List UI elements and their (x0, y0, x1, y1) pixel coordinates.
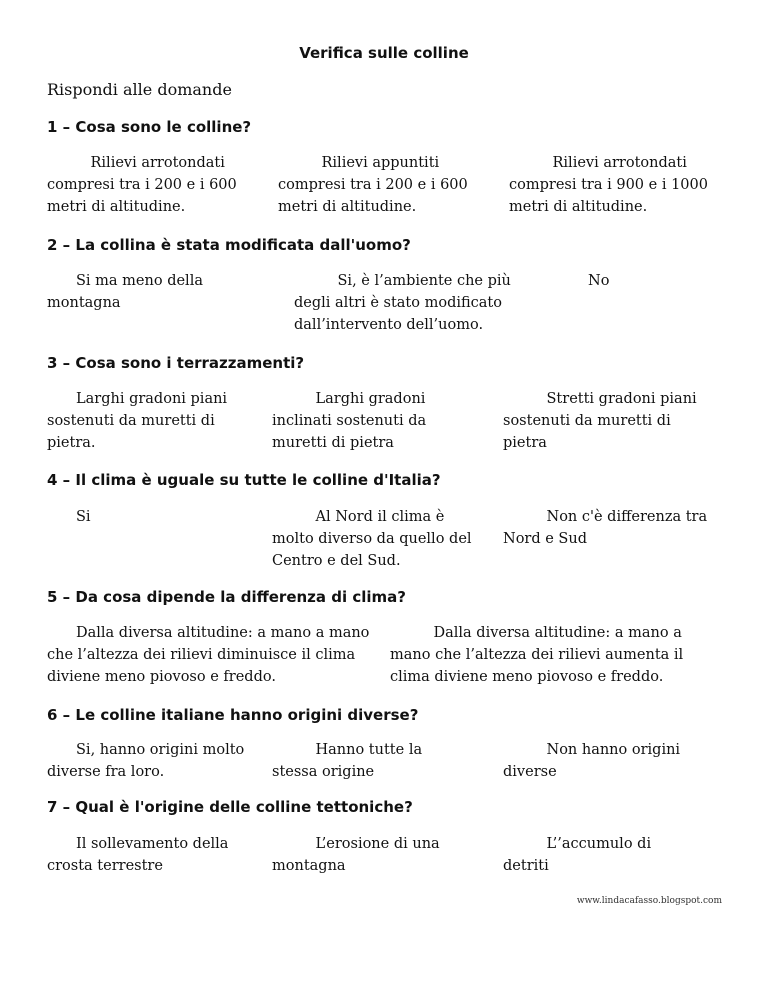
answer-option[interactable]: Dalla diversa altitudine: a mano a mano che l’altezza dei rilievi aumenta il clima diviene meno piovoso e freddo. (390, 625, 684, 685)
answer-option[interactable]: L’erosione di una montagna (272, 836, 440, 874)
answer-option[interactable]: Si ma meno della montagna (47, 273, 203, 311)
answer-option[interactable]: L’’accumulo di detriti (503, 836, 652, 874)
answer-option[interactable]: Si, hanno origini molto diverse fra loro. (47, 742, 245, 780)
answer-option[interactable]: Stretti gradoni piani sostenuti da muretti di pietra (503, 391, 697, 451)
question-7: 7 – Qual è l'origine delle colline tettoniche? (47, 798, 413, 816)
answer-option[interactable]: Si, è l’ambiente che più degli altri è stato modificato dall’intervento dell’uomo. (294, 273, 511, 333)
question-6: 6 – Le colline italiane hanno origini diverse? (47, 706, 419, 724)
question-1: 1 – Cosa sono le colline? (47, 118, 252, 136)
answer-option[interactable]: Al Nord il clima è molto diverso da quello del Centro e del Sud. (272, 509, 472, 569)
instructions: Rispondi alle domande (47, 80, 232, 99)
question-5: 5 – Da cosa dipende la differenza di clima? (47, 588, 406, 606)
answer-option[interactable]: Rilievi appuntiti compresi tra i 200 e i 600 metri di altitudine. (278, 155, 468, 215)
answer-option[interactable]: Il sollevamento della crosta terrestre (47, 836, 229, 874)
answer-option[interactable]: Si (76, 509, 91, 525)
question-4: 4 – Il clima è uguale su tutte le colline d'Italia? (47, 471, 441, 489)
answer-option[interactable]: Dalla diversa altitudine: a mano a mano che l’altezza dei rilievi diminuisce il clima diviene meno piovoso e freddo. (47, 625, 370, 685)
question-3: 3 – Cosa sono i terrazzamenti? (47, 354, 305, 372)
answer-option[interactable]: Rilievi arrotondati compresi tra i 200 e i 600 metri di altitudine. (47, 155, 237, 215)
question-2: 2 – La collina è stata modificata dall'uomo? (47, 236, 411, 254)
answer-option[interactable]: Rilievi arrotondati compresi tra i 900 e i 1000 metri di altitudine. (509, 155, 708, 215)
answer-option[interactable]: Larghi gradoni inclinati sostenuti da muretti di pietra (272, 391, 427, 451)
page-title: Verifica sulle colline (299, 44, 469, 62)
answer-option[interactable]: Hanno tutte la stessa origine (272, 742, 423, 780)
answer-option[interactable]: Larghi gradoni piani sostenuti da muretti di pietra. (47, 391, 228, 451)
answer-option[interactable]: No (588, 273, 610, 289)
footer-url: www.lindacafasso.blogspot.com (576, 896, 722, 906)
answer-option[interactable]: Non hanno origini diverse (503, 742, 681, 780)
answer-option[interactable]: Non c'è differenza tra Nord e Sud (503, 509, 708, 547)
